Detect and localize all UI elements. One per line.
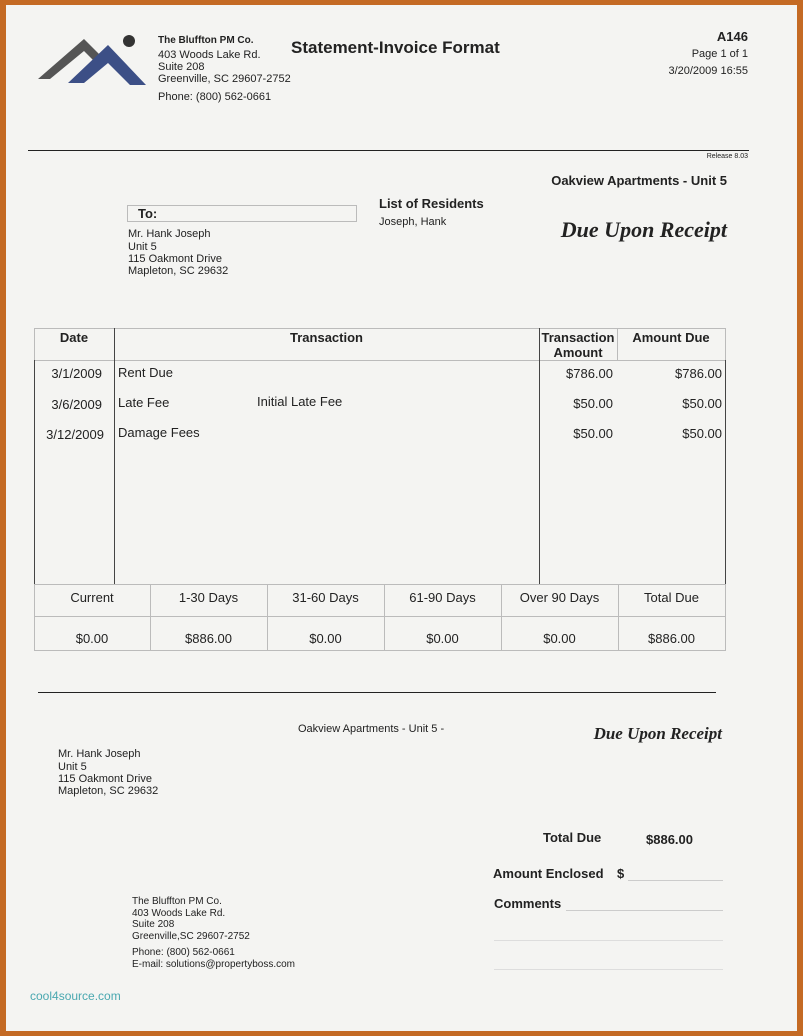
company-city: Greenville, SC 29607-2752 bbox=[158, 73, 291, 85]
row-note: Initial Late Fee bbox=[257, 394, 343, 409]
remit-due-terms: Due Upon Receipt bbox=[593, 724, 722, 743]
comments-label: Comments bbox=[494, 896, 562, 911]
print-datetime: 3/20/2009 16:55 bbox=[668, 65, 748, 77]
property-name: Oakview Apartments - Unit 5 bbox=[551, 173, 727, 188]
aging-label: 1-30 Days bbox=[178, 590, 239, 605]
col-header-due: Amount Due bbox=[632, 330, 710, 345]
to-city: Mapleton, SC 29632 bbox=[128, 265, 229, 277]
to-street: 115 Oakmont Drive bbox=[128, 253, 222, 265]
due-terms: Due Upon Receipt bbox=[560, 217, 727, 242]
aging-table bbox=[34, 584, 726, 651]
aging-label: Current bbox=[70, 590, 114, 605]
comments-line[interactable] bbox=[494, 969, 723, 970]
amount-enclosed-label: Amount Enclosed bbox=[493, 866, 604, 881]
aging-value: $0.00 bbox=[309, 631, 342, 646]
remit-street: 115 Oakmont Drive bbox=[58, 773, 152, 785]
row-date: 3/1/2009 bbox=[51, 366, 102, 381]
page-number: Page 1 of 1 bbox=[691, 48, 748, 60]
aging-label: 61-90 Days bbox=[409, 590, 476, 605]
remit-divider bbox=[38, 692, 716, 693]
row-date: 3/12/2009 bbox=[46, 427, 104, 442]
dollar-sign: $ bbox=[617, 866, 625, 881]
aging-value: $0.00 bbox=[543, 631, 576, 646]
comments-line[interactable] bbox=[566, 910, 723, 911]
total-due-value: $886.00 bbox=[646, 832, 693, 847]
remit-city: Mapleton, SC 29632 bbox=[58, 785, 159, 797]
col-header-amount: Transaction Amount bbox=[541, 330, 615, 360]
company-phone: Phone: (800) 562-0661 bbox=[158, 91, 272, 103]
total-due-label: Total Due bbox=[543, 830, 602, 845]
invoice-page bbox=[6, 5, 797, 1031]
document-code: A146 bbox=[716, 29, 748, 44]
to-unit: Unit 5 bbox=[128, 241, 157, 253]
aging-value: $0.00 bbox=[426, 631, 459, 646]
row-due: $786.00 bbox=[675, 366, 722, 381]
aging-label: 31-60 Days bbox=[292, 590, 359, 605]
company-logo bbox=[38, 31, 148, 87]
aging-value: $886.00 bbox=[648, 631, 695, 646]
release-label: Release 8.03 bbox=[706, 153, 748, 160]
remit-name: Mr. Hank Joseph bbox=[58, 748, 141, 760]
to-label: To: bbox=[138, 206, 158, 221]
page-title: Statement-Invoice Format bbox=[291, 38, 500, 57]
col-header-date: Date bbox=[59, 330, 89, 345]
company-address2: Suite 208 bbox=[158, 61, 205, 73]
row-due: $50.00 bbox=[682, 396, 722, 411]
row-amount: $50.00 bbox=[573, 426, 613, 441]
remit-unit: Unit 5 bbox=[58, 761, 87, 773]
to-box bbox=[127, 205, 357, 222]
row-desc: Rent Due bbox=[118, 365, 173, 380]
company-address1: 403 Woods Lake Rd. bbox=[158, 49, 261, 61]
watermark: cool4source.com bbox=[30, 989, 121, 1003]
residents-names: Joseph, Hank bbox=[379, 216, 447, 228]
remit-property: Oakview Apartments - Unit 5 - bbox=[298, 723, 445, 735]
aging-label: Over 90 Days bbox=[519, 590, 600, 605]
transaction-table bbox=[34, 328, 726, 584]
footer-company: The Bluffton PM Co. 403 Woods Lake Rd. Suite 208 Greenville,SC 29607-2752 Phone: (800) 562-0661 E-mail: solutions@propertyboss.com bbox=[132, 896, 295, 970]
to-name: Mr. Hank Joseph bbox=[128, 228, 211, 240]
row-date: 3/6/2009 bbox=[51, 397, 102, 412]
row-amount: $786.00 bbox=[566, 366, 613, 381]
aging-value: $886.00 bbox=[185, 631, 232, 646]
header-divider bbox=[28, 150, 749, 151]
col-header-transaction: Transaction bbox=[290, 330, 363, 345]
row-desc: Damage Fees bbox=[118, 425, 200, 440]
amount-enclosed-line[interactable] bbox=[628, 880, 723, 881]
aging-value: $0.00 bbox=[75, 631, 109, 646]
company-name: The Bluffton PM Co. bbox=[158, 35, 254, 46]
row-due: $50.00 bbox=[682, 426, 722, 441]
residents-label: List of Residents bbox=[379, 196, 484, 211]
row-amount: $50.00 bbox=[573, 396, 613, 411]
aging-label: Total Due bbox=[644, 590, 699, 605]
comments-line[interactable] bbox=[494, 940, 723, 941]
row-desc: Late Fee bbox=[118, 395, 170, 410]
